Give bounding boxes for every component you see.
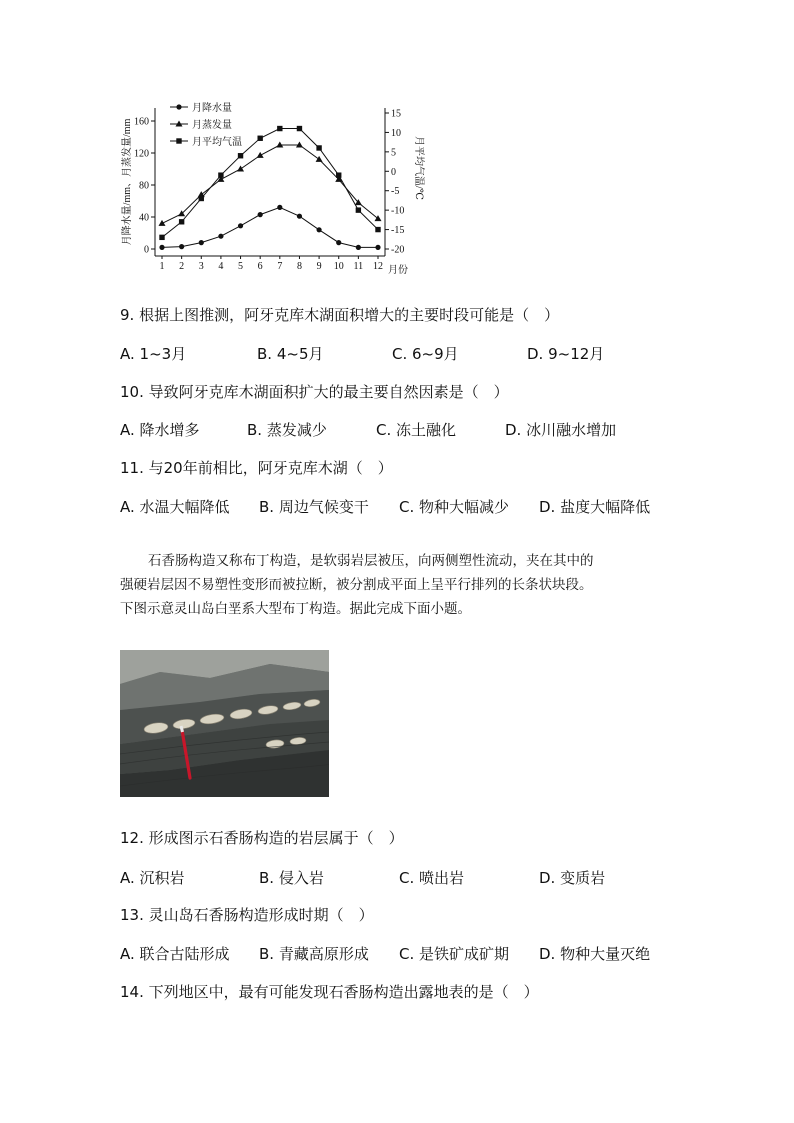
data-point: [356, 245, 361, 250]
q11-option-c[interactable]: C. 物种大幅减少: [399, 498, 510, 516]
data-point: [159, 245, 164, 250]
legend-item-precip: [170, 101, 232, 114]
data-point: [257, 152, 264, 158]
series-1: [159, 205, 380, 250]
data-point: [336, 172, 341, 177]
left-tick-label: 40: [139, 212, 149, 224]
data-point: [297, 126, 302, 131]
right-tick-label: -10: [391, 205, 405, 217]
data-point: [375, 245, 380, 250]
q9-option-a[interactable]: A. 1~3月: [120, 345, 187, 363]
chart-frame: [155, 108, 385, 256]
right-tick-label: 10: [391, 127, 401, 139]
square-marker-icon: [176, 138, 181, 143]
q13-option-b[interactable]: B. 青藏高原形成: [259, 945, 369, 963]
right-tick-label: -20: [391, 244, 405, 256]
x-tick-label: 4: [218, 261, 224, 272]
q9-option-d[interactable]: D. 9~12月: [527, 345, 605, 363]
series-line: [162, 145, 378, 223]
legend-item-evap: [170, 118, 232, 131]
data-point: [179, 219, 184, 224]
q11-option-a[interactable]: A. 水温大幅降低: [120, 498, 230, 516]
question-10: 10. 导致阿牙克库木湖面积扩大的最主要自然因素是（ ）: [120, 383, 509, 401]
question-9: 9. 根据上图推测，阿牙克库木湖面积增大的主要时段可能是（ ）: [120, 306, 560, 324]
data-point: [316, 145, 321, 150]
legend-label-temp: 月平均气温: [192, 137, 242, 148]
legend-label-evap: 月蒸发量: [192, 120, 232, 131]
data-point: [375, 227, 380, 232]
legend-item-temp: [170, 135, 242, 148]
q13-option-d[interactable]: D. 物种大量灭绝: [539, 945, 651, 963]
x-axis-label: 月份: [388, 265, 408, 276]
q10-option-c[interactable]: C. 冻土融化: [376, 421, 457, 439]
q12-option-a[interactable]: A. 沉积岩: [120, 869, 185, 887]
q13-option-c[interactable]: C. 是铁矿成矿期: [399, 945, 510, 963]
legend: [170, 101, 242, 148]
q12-option-b[interactable]: B. 侵入岩: [259, 869, 324, 887]
data-point: [238, 223, 243, 228]
q12-option-c[interactable]: C. 喷出岩: [399, 869, 465, 887]
left-tick-label: 0: [144, 244, 149, 256]
right-axis-ticks: [385, 109, 404, 256]
data-point: [199, 196, 204, 201]
q10-option-d[interactable]: D. 冰川融水增加: [505, 421, 617, 439]
data-point: [258, 212, 263, 217]
question-14: 14. 下列地区中，最有可能发现石香肠构造出露地表的是（ ）: [120, 983, 539, 1001]
passage-line-1: 石香肠构造又称布丁构造，是软弱岩层被压，向两侧塑性流动，夹在其中的: [148, 553, 594, 569]
x-tick-label: 9: [316, 261, 322, 272]
circle-marker-icon: [176, 104, 181, 109]
legend-label-precip: 月降水量: [192, 103, 232, 114]
data-point: [257, 136, 262, 141]
climate-chart: [110, 98, 430, 280]
data-point: [277, 205, 282, 210]
q9-option-c[interactable]: C. 6~9月: [392, 345, 459, 363]
data-point: [159, 235, 164, 240]
q11-option-b[interactable]: B. 周边气候变干: [259, 498, 369, 516]
data-point: [277, 126, 282, 131]
data-point: [336, 240, 341, 245]
left-axis-label: 月降水量/mm、月蒸发量/mm: [122, 118, 133, 246]
data-point: [199, 240, 204, 245]
right-tick-label: 15: [391, 108, 401, 120]
data-point: [218, 172, 223, 177]
x-tick-label: 11: [353, 261, 364, 272]
x-tick-label: 8: [296, 261, 302, 272]
left-tick-label: 80: [139, 180, 149, 192]
data-point: [238, 153, 243, 158]
q11-option-d[interactable]: D. 盐度大幅降低: [539, 498, 651, 516]
x-tick-label: 3: [198, 261, 204, 272]
right-tick-label: 5: [391, 147, 396, 159]
data-point: [159, 220, 166, 226]
x-tick-label: 10: [333, 261, 344, 272]
series-2: [159, 142, 382, 226]
x-tick-label: 12: [373, 261, 383, 272]
right-tick-label: -15: [391, 225, 405, 237]
q10-option-b[interactable]: B. 蒸发减少: [247, 421, 327, 439]
x-tick-label: 1: [159, 261, 165, 272]
q12-option-d[interactable]: D. 变质岩: [539, 869, 606, 887]
x-tick-label: 7: [277, 261, 283, 272]
reading-passage: [120, 549, 690, 621]
x-tick-label: 5: [238, 261, 244, 272]
right-axis-label: 月平均气温/℃: [413, 136, 424, 200]
question-11: 11. 与20年前相比，阿牙克库木湖（ ）: [120, 459, 393, 477]
x-tick-label: 6: [257, 261, 263, 272]
series-line: [162, 207, 378, 247]
right-tick-label: -5: [391, 186, 400, 198]
q10-option-a[interactable]: A. 降水增多: [120, 421, 200, 439]
left-axis-ticks: [134, 117, 155, 256]
data-point: [218, 234, 223, 239]
passage-line-3: 下图示意灵山岛白垩系大型布丁构造。据此完成下面小题。: [120, 601, 471, 617]
question-12: 12. 形成图示石香肠构造的岩层属于（ ）: [120, 829, 404, 847]
left-tick-label: 160: [134, 116, 149, 128]
data-point: [179, 244, 184, 249]
question-13: 13. 灵山岛石香肠构造形成时期（ ）: [120, 906, 374, 924]
data-point: [237, 166, 244, 172]
left-tick-label: 120: [134, 148, 149, 160]
data-point: [356, 207, 361, 212]
boudinage-rock-photo: [120, 650, 329, 797]
q9-option-b[interactable]: B. 4~5月: [257, 345, 324, 363]
data-point: [316, 156, 323, 162]
right-tick-label: 0: [391, 166, 396, 178]
data-point: [297, 214, 302, 219]
x-axis-ticks: [160, 256, 384, 272]
passage-line-2: 强硬岩层因不易塑性变形而被拉断，被分割成平面上呈平行排列的长条状块段。: [120, 577, 593, 593]
q13-option-a[interactable]: A. 联合古陆形成: [120, 945, 230, 963]
x-tick-label: 2: [179, 261, 185, 272]
data-point: [316, 227, 321, 232]
